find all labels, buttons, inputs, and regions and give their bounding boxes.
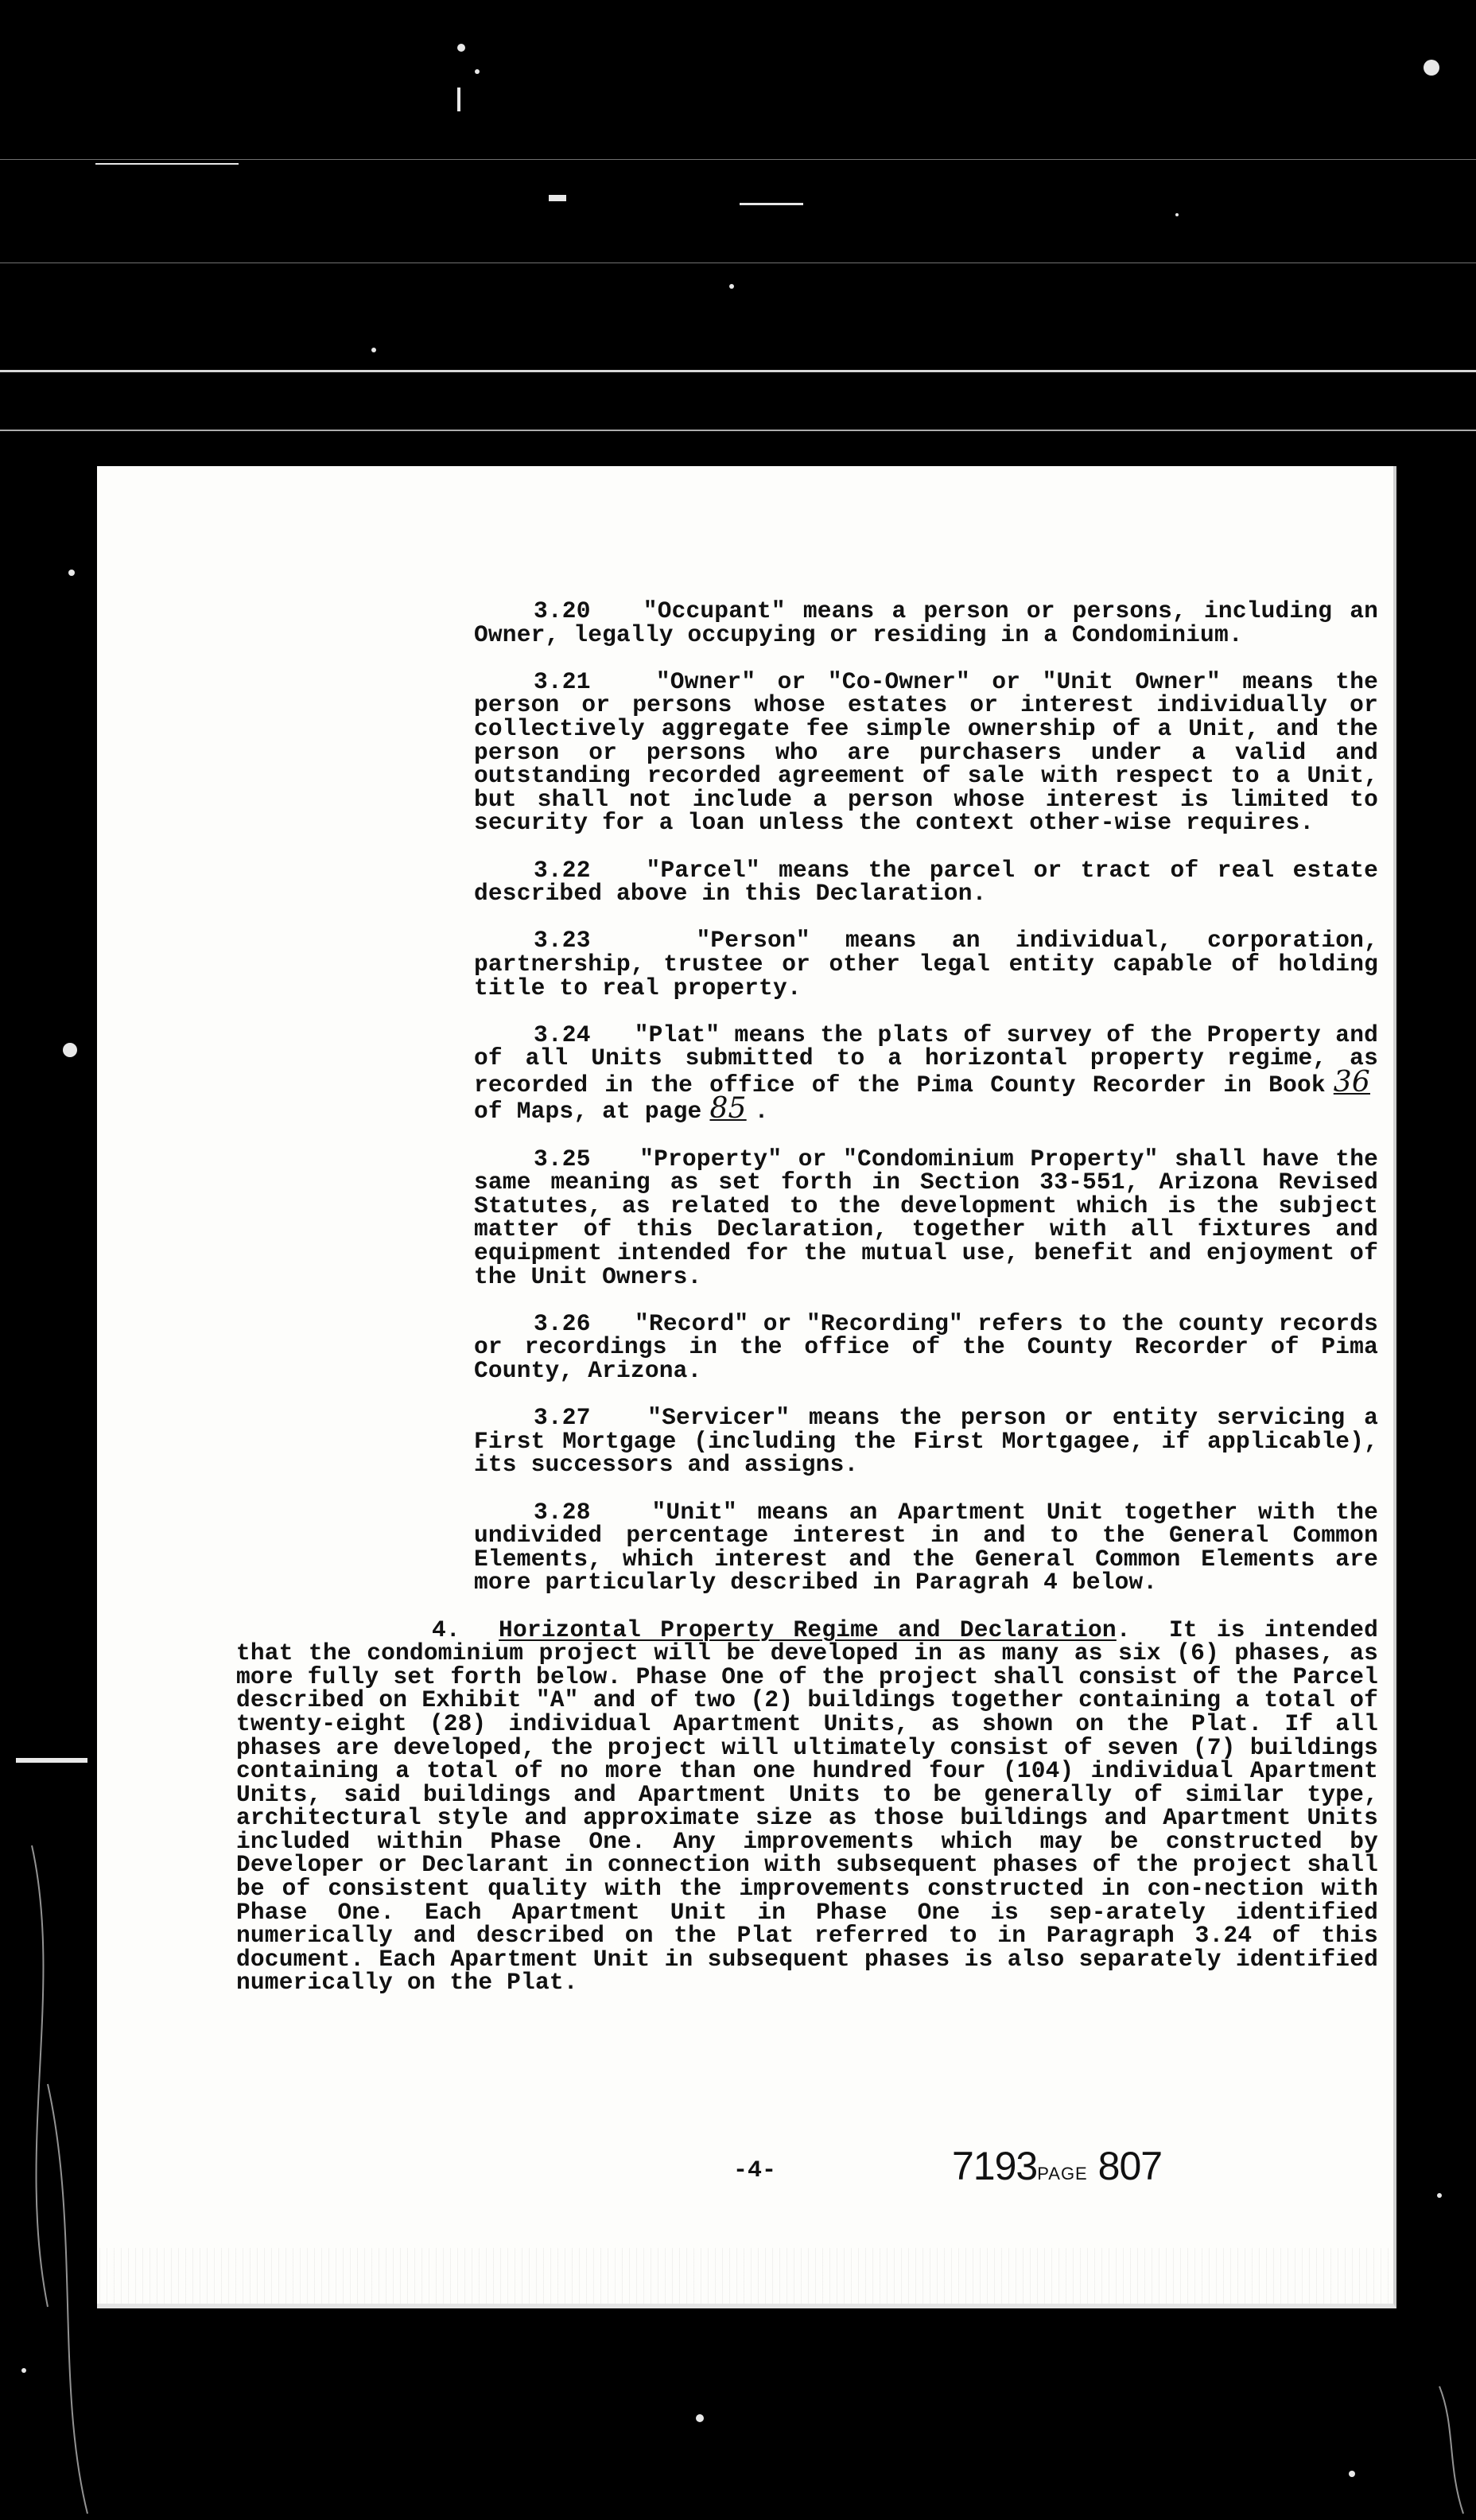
definition-3-22 [474,856,1379,908]
section-heading-punct: . [1116,1616,1131,1643]
paragraph-number: 3.24 [534,1021,620,1048]
definition-3-26 [474,1309,1378,1384]
paragraph-number: 3.26 [534,1309,620,1337]
document-body [236,597,1379,2019]
handwritten-book-number: 36 [1333,1065,1370,1099]
paragraph-number: 3.22 [534,856,628,884]
docket-stamp [952,2143,1162,2189]
handwritten-page-number: 85 [709,1092,747,1126]
paragraph-number: 3.21 [534,667,635,695]
definition-3-27 [474,1406,1378,1477]
paragraph-number: 3.27 [534,1404,629,1432]
section-text: It is intended that the condominium project will be developed in as many as six (6) phases, as more fully set forth below. Phase One of the project shall consist of the Parcel described on Exhibit "A" and of two (2) buildings together containing a total of twenty-eight (28) individual Apartment Units, as shown on the Plat. If all phases are developed, the project will ultimately consist of seven (7) buildings containing a total of no more than one hundred four (104) individual Apartment Units, said buildings and Apartment Units to be generally of similar type, architectural style and approximate size as those buildings and Apartment Units included within Phase One. Any improvements which may be constructed by Developer or Declarant in connection with subsequent phases of the project shall be of consistent quality with the improvements constructed in con-nection with Phase One. Each Apartment Unit in Phase One is sep-arately identified numerically and described on the Plat referred to in Paragraph 3.24 of this document. Each Apartment Unit in subsequent phases is also separately identified numerically on the Plat. [236,1616,1379,1997]
section-4-horizontal-property-regime [236,1616,1379,1997]
section-heading: Horizontal Property Regime and Declaration [499,1616,1117,1643]
paragraph-text: "Person" means an individual, corporation, partnership, trustee or other legal entity capable of holding title to real property. [474,927,1378,1001]
definition-3-20 [474,597,1379,648]
paragraph-number: 3.20 [534,597,626,624]
docket-page: 807 [1097,2144,1163,2188]
paragraph-text-end: . [754,1098,769,1126]
paragraph-text: "Plat" means the plats of survey of the Property and of all Units submitted to a horizontal property regime, as recorded in the office of the Pima County Recorder in Book [474,1021,1379,1099]
page-number: -4- [733,2157,777,2184]
paragraph-text: "Owner" or "Co-Owner" or "Unit Owner" means the person or persons whose estates or interest individually or collectively aggregate fee simple ownership of a Unit, and the person or persons who are purchasers under a valid and outstanding recorded agreement of sale with respect to a Unit, but shall not include a person whose interest is limited to security for a loan unless the context other-wise requires. [474,667,1379,837]
paragraph-text: "Parcel" means the parcel or tract of real estate described above in this Declaration. [474,856,1379,908]
paragraph-text: "Property" or "Condominium Property" shall have the same meaning as set forth in Section 33-551, Arizona Revised Statutes, as related to the development which is the subject matter of this Declaration, together with all fixtures and equipment intended for the mutual use, benefit and enjoyment of the Unit Owners. [474,1145,1378,1290]
paragraph-text: "Unit" means an Apartment Unit together with the undivided percentage interest in and to the General Common Elements, which interest and the General Common Elements are more particularly described in Paragrah 4 below. [474,1498,1378,1596]
document-page [97,466,1396,2308]
page-bottom-edge [97,2248,1393,2304]
definition-3-24 [474,1021,1379,1126]
paragraph-number: 3.25 [534,1145,623,1172]
paragraph-text-between: of Maps, at page [474,1098,702,1126]
docket-book: 7193 [952,2144,1038,2188]
paragraph-text: "Servicer" means the person or entity servicing a First Mortgage (including the First Mortgagee, if applicable), its successors and assigns. [474,1404,1379,1479]
docket-page-label: PAGE [1037,2164,1088,2184]
definition-3-28 [474,1498,1378,1596]
paragraph-number: 3.23 [534,927,662,955]
definition-3-25 [474,1145,1378,1290]
definition-3-23 [474,929,1378,1000]
definition-3-21 [474,667,1379,837]
section-number: 4. [432,1616,460,1643]
paragraph-text: "Occupant" means a person or persons, including an Owner, legally occupying or residing in a Condominium. [474,597,1379,648]
paragraph-text: "Record" or "Recording" refers to the county records or recordings in the office of the County Recorder of Pima County, Arizona. [474,1309,1378,1384]
paragraph-number: 3.28 [534,1498,631,1526]
